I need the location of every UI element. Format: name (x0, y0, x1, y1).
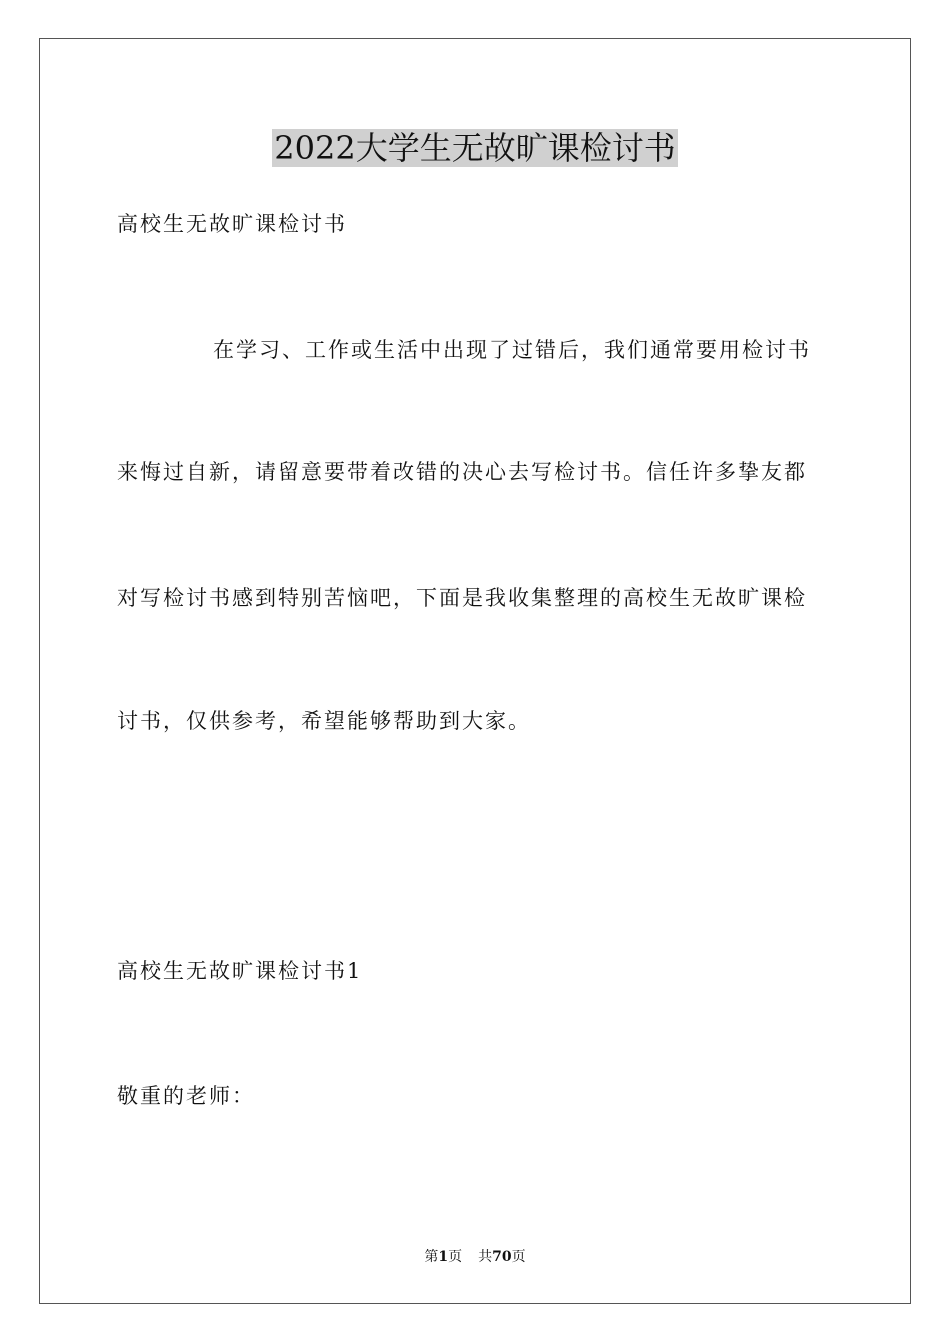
salutation: 敬重的老师： (117, 1084, 255, 1108)
section-heading: 高校生无故旷课检讨书1 (117, 959, 363, 983)
intro-line-1: 在学习、工作或生活中出现了过错后，我们通常要用检讨书 (213, 338, 811, 362)
page-footer (0, 1247, 950, 1267)
total-prefix: 共 (478, 1249, 493, 1265)
page-number: 1 (438, 1249, 449, 1265)
page-suffix: 页 (448, 1249, 463, 1265)
document-title-text: 2022大学生无故旷课检讨书 (274, 129, 676, 167)
total-suffix: 页 (511, 1249, 526, 1265)
intro-line-4: 讨书，仅供参考，希望能够帮助到大家。 (117, 709, 531, 733)
document-subtitle: 高校生无故旷课检讨书 (117, 212, 347, 236)
intro-line-3: 对写检讨书感到特别苦恼吧，下面是我收集整理的高校生无故旷课检 (117, 586, 807, 610)
total-pages: 70 (492, 1249, 512, 1265)
page-prefix: 第 (424, 1249, 439, 1265)
document-title (0, 126, 950, 170)
intro-line-2: 来悔过自新，请留意要带着改错的决心去写检讨书。信任许多挚友都 (117, 460, 807, 484)
